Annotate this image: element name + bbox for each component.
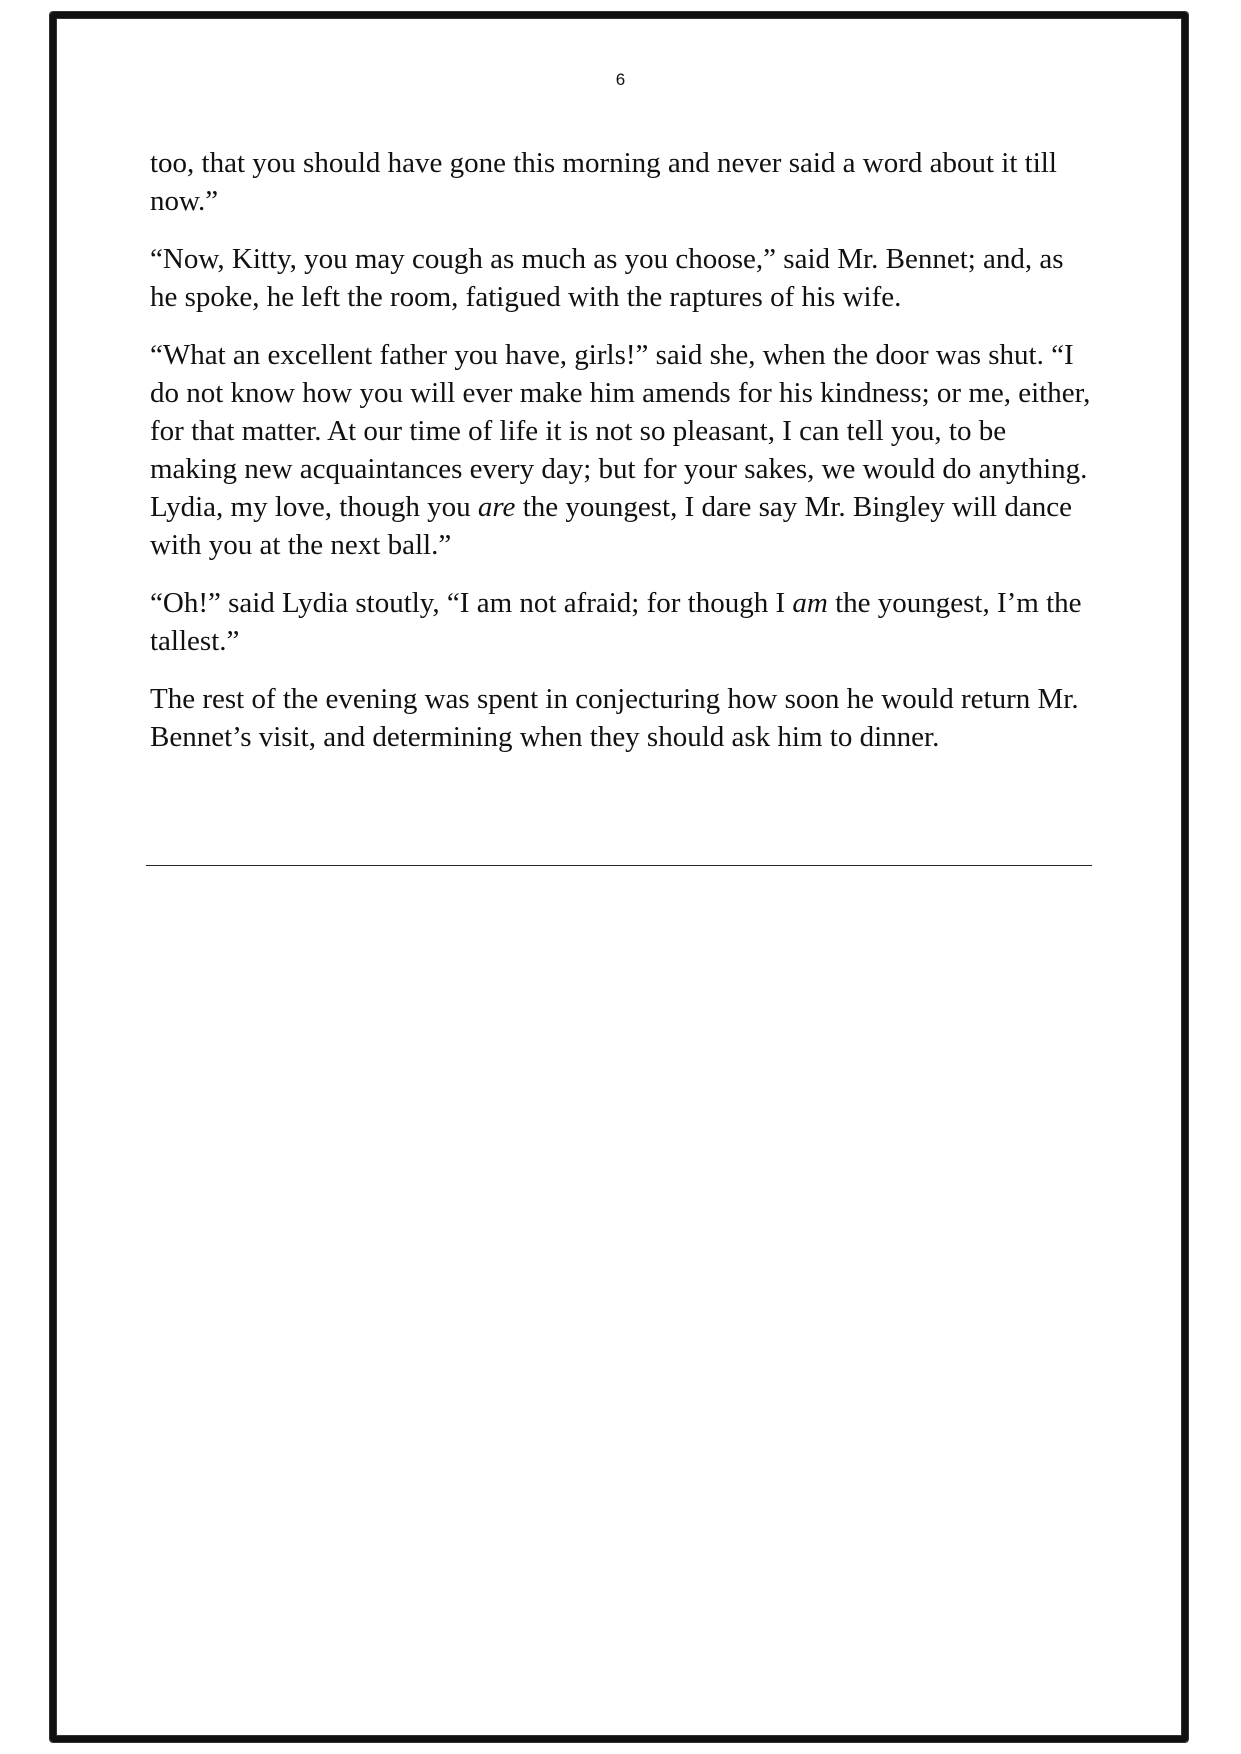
paragraph (150, 680, 1094, 756)
horizontal-divider (146, 865, 1092, 866)
text-body (150, 144, 1094, 776)
page-number: 6 (615, 70, 626, 89)
paragraph-text: too, that you should have gone this morning and never said a word about it till now.” (150, 147, 1057, 217)
paragraph-text: the youngest, I dare say Mr. Bingley will dance with you at the next ball.” (150, 491, 1072, 561)
paragraph-text: “Now, Kitty, you may cough as much as you choose,” said Mr. Bennet; and, as he spoke, he left the room, fatigued with the raptures of his wife. (150, 243, 1064, 313)
paragraph (150, 240, 1094, 316)
paragraph-text: The rest of the evening was spent in conjecturing how soon he would return Mr. Bennet’s visit, and determining when they should ask him to dinner. (150, 683, 1079, 753)
paragraph-text: “Oh!” said Lydia stoutly, “I am not afraid; for though I (150, 587, 793, 619)
emphasis-text: am (792, 587, 828, 619)
emphasis-text: are (477, 491, 516, 523)
paragraph-text: the youngest, I’m the tallest.” (150, 587, 1082, 657)
paragraph (150, 144, 1094, 220)
paragraph (150, 584, 1094, 660)
paragraph-text: “What an excellent father you have, girls!” said she, when the door was shut. “I do not know how you will ever make him amends for his kindness; or me, either, for that matter. At our time of life it is not so pleasant, I can tell you, to be making new acquaintances every day; but for your sakes, we would do anything. Lydia, my love, though you (150, 339, 1091, 523)
paragraph (150, 336, 1094, 564)
